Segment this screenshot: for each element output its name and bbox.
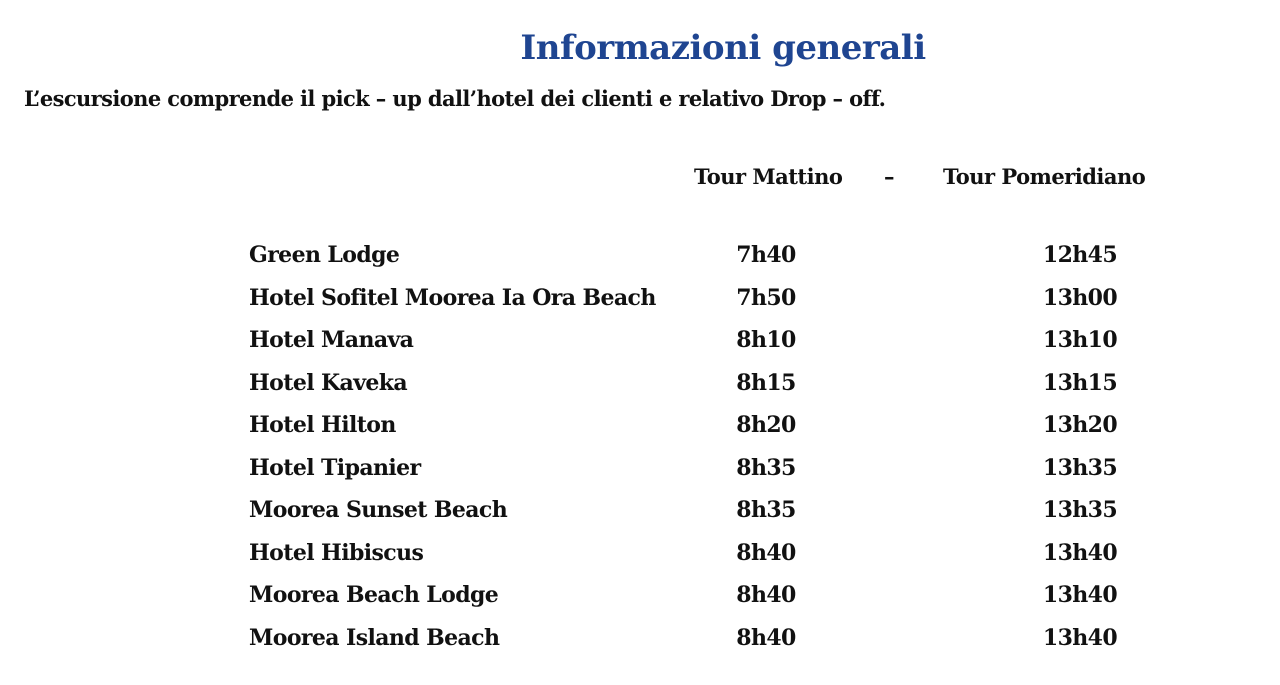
afternoon-time: 13h10	[1042, 327, 1118, 353]
hotel-name: Hotel Tipanier	[249, 454, 421, 481]
hotel-name: Hotel Manava	[249, 327, 414, 353]
schedule-row	[0, 321, 1280, 364]
schedule-row	[0, 236, 1280, 279]
morning-time: 7h40	[736, 242, 796, 268]
afternoon-time: 13h40	[1042, 582, 1118, 608]
hotel-name: Moorea Island Beach	[249, 624, 500, 651]
afternoon-time: 13h35	[1042, 454, 1118, 481]
hotel-name: Hotel Kaveka	[249, 369, 408, 396]
hotel-name: Moorea Beach Lodge	[249, 582, 499, 608]
schedule-row	[0, 406, 1280, 449]
hotel-name: Hotel Sofitel Moorea Ia Ora Beach	[249, 284, 656, 311]
afternoon-time: 13h35	[1042, 497, 1118, 523]
schedule-row	[0, 576, 1280, 619]
morning-time: 8h40	[736, 539, 796, 566]
morning-time: 8h35	[736, 497, 796, 523]
page-title: Informazioni generali	[520, 28, 926, 68]
column-header-afternoon: Tour Pomeridiano	[943, 164, 1146, 189]
afternoon-time: 12h45	[1042, 242, 1118, 268]
hotel-name: Hotel Hilton	[249, 412, 396, 438]
hotel-name: Moorea Sunset Beach	[249, 497, 508, 523]
pickup-schedule	[0, 236, 1280, 661]
schedule-row	[0, 534, 1280, 577]
hotel-name: Hotel Hibiscus	[249, 539, 424, 566]
afternoon-time: 13h15	[1042, 369, 1118, 396]
morning-time: 8h15	[736, 369, 796, 396]
schedule-row	[0, 279, 1280, 322]
morning-time: 7h50	[736, 284, 796, 311]
afternoon-time: 13h00	[1042, 284, 1118, 311]
schedule-row	[0, 449, 1280, 492]
column-header-morning: Tour Mattino	[694, 164, 843, 189]
column-header-separator: –	[884, 164, 894, 189]
schedule-row	[0, 619, 1280, 662]
morning-time: 8h10	[736, 327, 796, 353]
afternoon-time: 13h20	[1042, 412, 1118, 438]
hotel-name: Green Lodge	[249, 242, 400, 268]
schedule-row	[0, 491, 1280, 534]
morning-time: 8h35	[736, 454, 796, 481]
schedule-row	[0, 364, 1280, 407]
afternoon-time: 13h40	[1042, 624, 1118, 651]
afternoon-time: 13h40	[1042, 539, 1118, 566]
morning-time: 8h20	[736, 412, 796, 438]
morning-time: 8h40	[736, 582, 796, 608]
intro-text: L’escursione comprende il pick – up dall’hotel dei clienti e relativo Drop – off.	[24, 86, 886, 111]
morning-time: 8h40	[736, 624, 796, 651]
